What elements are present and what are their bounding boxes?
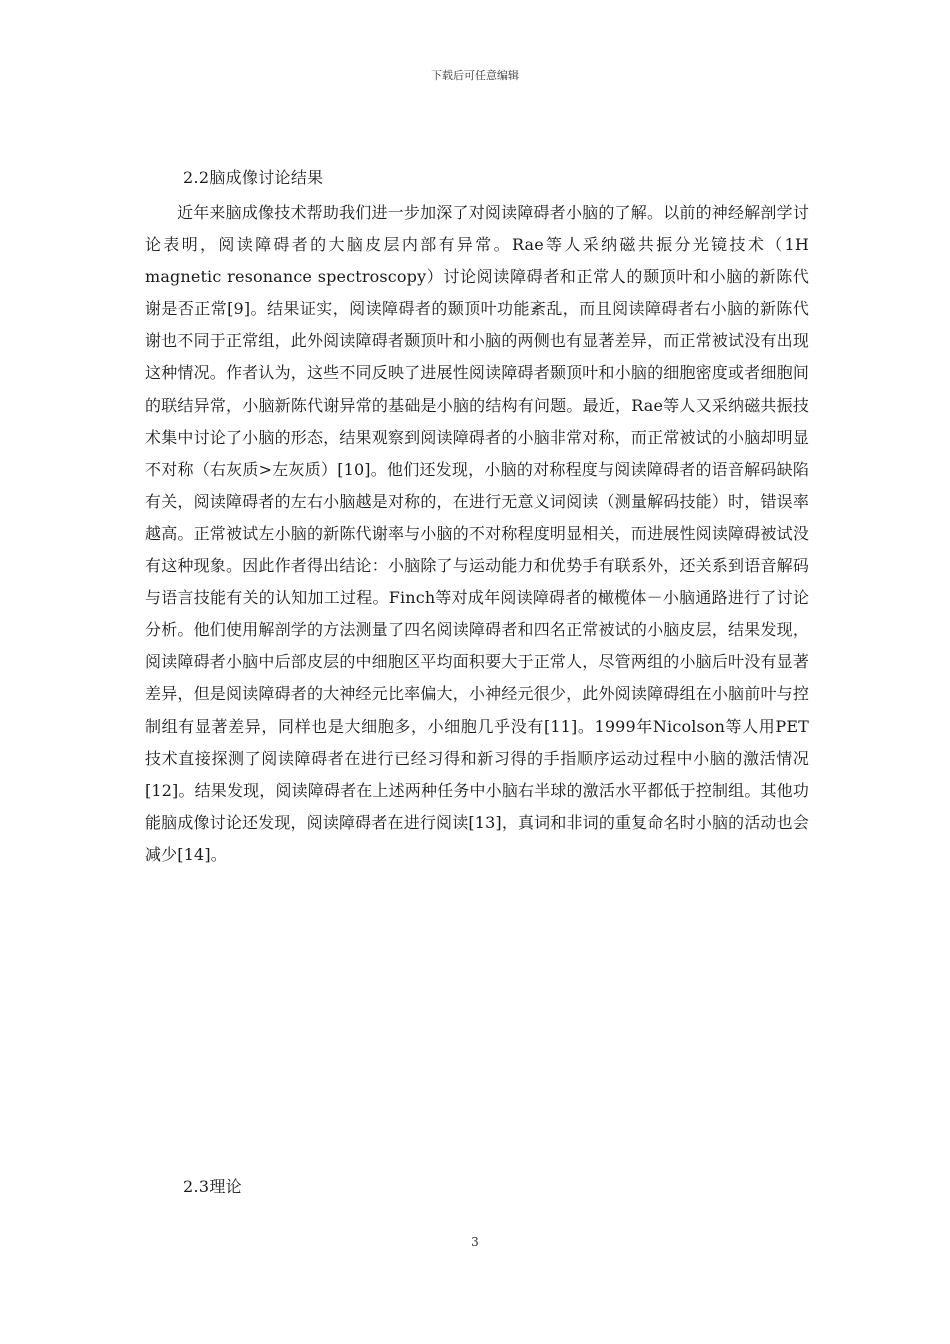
section-heading-2-2: 2.2脑成像讨论结果 (183, 168, 324, 187)
page-number: 3 (471, 1235, 479, 1249)
section-heading-2-3: 2.3理论 (183, 1177, 242, 1196)
page-header-note: 下载后可任意编辑 (431, 69, 519, 82)
body-paragraph: 近年来脑成像技术帮助我们进一步加深了对阅读障碍者小脑的了解。以前的神经解剖学讨论表明，阅读障碍者的大脑皮层内部有异常。Rae等人采纳磁共振分光镜技术（1H magnetic resonance spectroscopy）讨论阅读障碍者和正常人的颞顶叶和小脑的新陈代谢是否正常[9]。结果证实，阅读障碍者的颞顶叶功能紊乱，而且阅读障碍者右小脑的新陈代谢也不同于正常组，此外阅读障碍者颞顶叶和小脑的两侧也有显著差异，而正常被试没有出现这种情况。作者认为，这些不同反映了进展性阅读障碍者颞顶叶和小脑的细胞密度或者细胞间的联结异常，小脑新陈代谢异常的基础是小脑的结构有问题。最近，Rae等人又采纳磁共振技术集中讨论了小脑的形态，结果观察到阅读障碍者的小脑非常对称，而正常被试的小脑却明显不对称（右灰质>左灰质）[10]。他们还发现，小脑的对称程度与阅读障碍者的语音解码缺陷有关，阅读障碍者的左右小脑越是对称的，在进行无意义词阅读（测量解码技能）时，错误率越高。正常被试左小脑的新陈代谢率与小脑的不对称程度明显相关，而进展性阅读障碍被试没有这种现象。因此作者得出结论：小脑除了与运动能力和优势手有联系外，还关系到语音解码与语言技能有关的认知加工过程。Finch等对成年阅读障碍者的橄榄体－小脑通路进行了讨论分析。他们使用解剖学的方法测量了四名阅读障碍者和四名正常被试的小脑皮层，结果发现，阅读障碍者小脑中后部皮层的中细胞区平均面积要大于正常人，尽管两组的小脑后叶没有显著差异，但是阅读障碍者的大神经元比率偏大，小神经元很少，此外阅读障碍组在小脑前叶与控制组有显著差异，同样也是大细胞多，小细胞几乎没有[11]。1999年Nicolson等人用PET技术直接探测了阅读障碍者在进行已经习得和新习得的手指顺序运动过程中小脑的激活情况[12]。结果发现，阅读障碍者在上述两种任务中小脑右半球的激活水平都低于控制组。其他功能脑成像讨论还发现，阅读障碍者在进行阅读[13]，真词和非词的重复命名时小脑的活动也会减少[14]。 (145, 203, 809, 864)
